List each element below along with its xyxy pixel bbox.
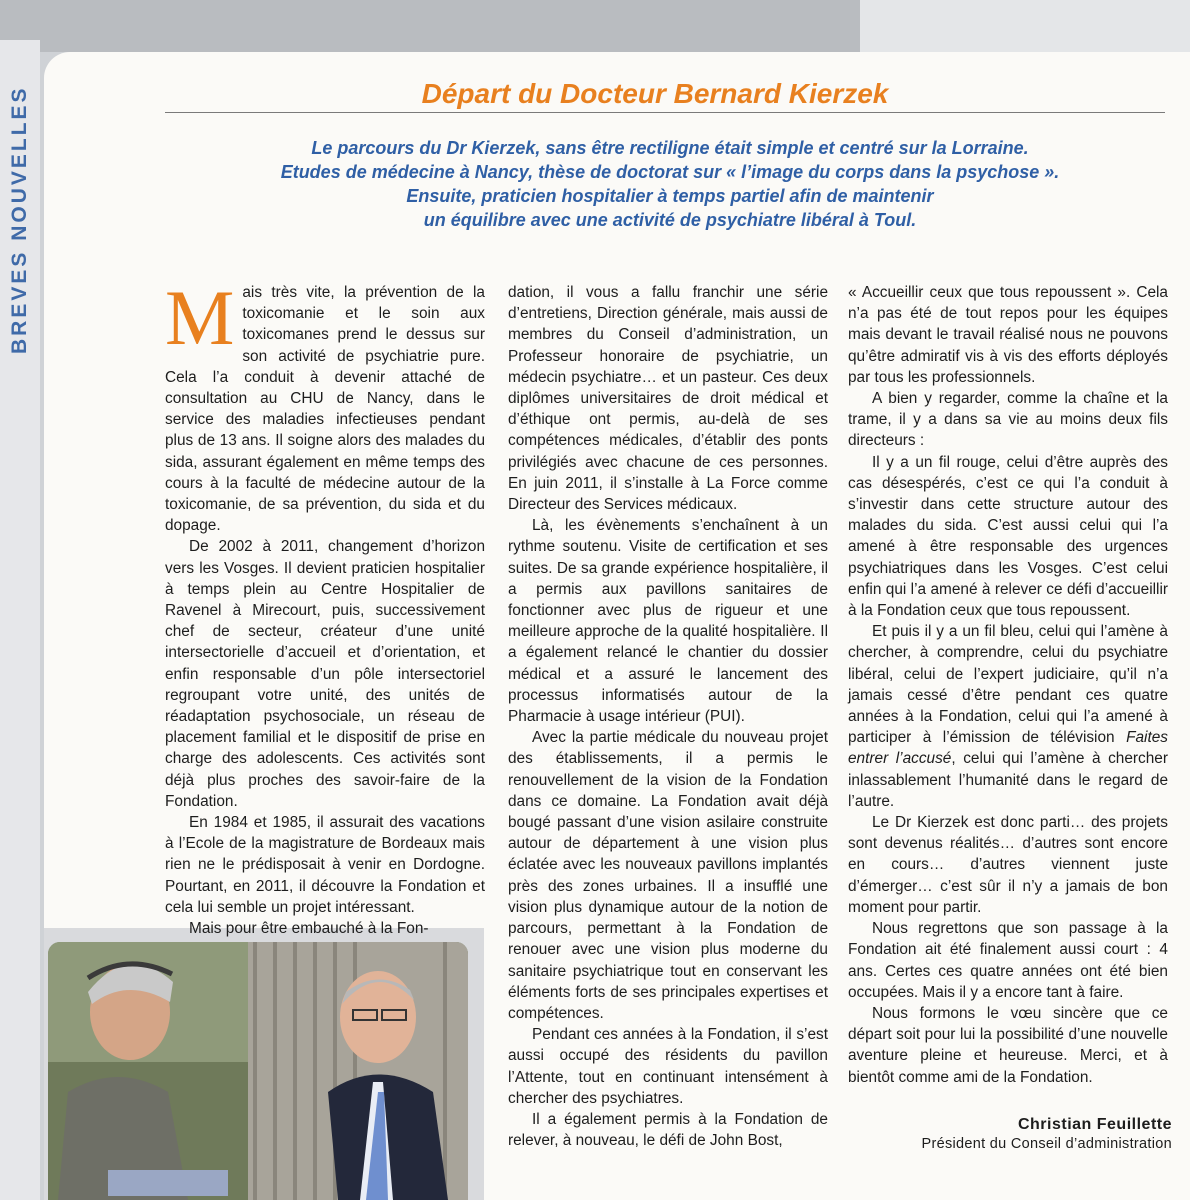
intro-line: Le parcours du Dr Kierzek, sans être rectiligne était simple et centré sur la Lorraine. <box>311 138 1029 158</box>
header-tab-end <box>860 0 1190 52</box>
tv-show-title: Faites entrer l’accusé <box>848 729 1169 768</box>
paragraph-text: ais très vite, la prévention de la toxicomanie et le soin aux toxicomanes prend le dessus sur son activité de psychiatrie pure. Cela l’a conduit à devenir attaché de consultation au CHU de Nancy, dans le service des maladies infectieuses pendant plus de 13 ans. Il soigne alors des malades du sida, assurant également en même temps des cours à la faculté de médecine autour de la toxicomanie, de sa prévention, du sida et du dopage. <box>165 284 485 535</box>
signature-block <box>848 1116 1172 1152</box>
article-intro <box>230 136 1110 232</box>
text-column-2 <box>508 282 828 1151</box>
intro-line: Ensuite, praticien hospitalier à temps partiel afin de maintenir <box>406 186 934 206</box>
paragraph: Il y a un fil rouge, celui d’être auprès des cas désespérés, c’est ce qui l’a conduit à s’investir dans cette structure autour des malades du sida. C’est aussi celui qui l’a amené à être responsable des urgences psychiatriques dans les Vosges. C’est celui enfin qui l’a amené à relever ce défi d’accueillir à la Fondation ceux que tous repoussent. <box>848 453 1168 620</box>
paragraph: Mais pour être embauché à la Fon- <box>189 920 429 938</box>
photo-illustration <box>48 942 468 1200</box>
paragraph: En 1984 et 1985, il assurait des vacations à l’Ecole de la magistrature de Bordeaux mais rien ne le prédisposait à venir en Dordogne. Pourtant, en 2011, il découvre la Fondation et cela lui semble un projet intéressant. <box>165 814 485 916</box>
intro-line: Etudes de médecine à Nancy, thèse de doctorat sur « l’image du corps dans la psychose ». <box>280 162 1060 182</box>
header-tab <box>0 0 900 52</box>
paragraph: « Accueillir ceux que tous repoussent ». Cela n’a pas été de tout repos pour les équipes mais devant le travail réalisé nous ne pouvons qu’être admiratif vis à vis des efforts déployés par tous les professionnels. <box>848 284 1168 386</box>
section-label: BREVES NOUVELLES <box>8 85 31 355</box>
paragraph: A bien y regarder, comme la chaîne et la trame, il y a dans sa vie au moins deux fils directeurs : <box>848 390 1168 450</box>
paragraph-text: , celui qui l’amène à chercher inlassablement l’humanité dans le regard de l’autre. <box>848 750 1168 810</box>
paragraph: Il a également permis à la Fondation de relever, à nouveau, le défi de John Bost, <box>508 1110 828 1150</box>
paragraph <box>165 274 485 536</box>
signature-role: Président du Conseil d’administration <box>921 1136 1172 1152</box>
drop-cap: M <box>165 274 235 361</box>
text-column-3 <box>848 282 1168 1088</box>
signature-name: Christian Feuillette <box>1017 1116 1172 1133</box>
title-rule <box>165 112 1165 113</box>
paragraph: dation, il vous a fallu franchir une série d’entretiens, Direction générale, mais aussi de membres du Conseil d’administration, un Professeur honoraire de psychiatrie, un médecin psychiatre… et un pasteur. Ces deux diplômes universitaires de droit médical et d’éthique ont permis, au-delà de ses compétences médicales, d’établir des ponts privilégiés avec chacune de ces personnes. En juin 2011, il s’installe à La Force comme Directeur des Services médicaux. <box>508 284 828 514</box>
paragraph-text: Et puis il y a un fil bleu, celui qui l’amène à chercher, à comprendre, celui du psychiatre libéral, celui de l’expert judiciaire, qu’il n’a jamais cessé d’être pendant ces quatre années à la Fondation, celui qui l’a amené à participer à l’émission de télévision <box>848 623 1168 747</box>
paragraph: Pendant ces années à la Fondation, il s’est aussi occupé des résidents du pavillon l’Attente, tout en continuant intensément à chercher des psychiatres. <box>508 1026 828 1107</box>
paragraph <box>848 621 1168 812</box>
paragraph: De 2002 à 2011, changement d’horizon vers les Vosges. Il devient praticien hospitalier à temps plein au Centre Hospitalier de Ravenel à Mirecourt, puis, successivement chef de secteur, créateur d’une unité intersectorielle d’accueil et d’orientation, et enfin responsable d’un pôle intersectoriel regroupant votre unité, des unités de réadaptation psychosociale, un réseau de placement familial et le dispositif de prise en charge des adolescents. Ces activités sont déjà plus proches des savoir-faire de la Fondation. <box>165 538 485 810</box>
paragraph: Avec la partie médicale du nouveau projet des établissements, il a permis le renouvellement de la vision de la Fondation dans ce domaine. La Fondation avait déjà bougé passant d’une vision asilaire construite autour de département à une vision plus éclatée avec les nouveaux pavillons implantés près des zones urbaines. Il a insufflé une vision plus dynamique autour de la notion de parcours, permettant à la Fondation de renouer avec une vision plus moderne du sanitaire psychiatrique tout en conservant les éléments forts de ses principales expertises et compétences. <box>508 729 828 1022</box>
paragraph: Le Dr Kierzek est donc parti… des projets sont devenus réalités… d’autres sont encore en cours… d’autres viennent juste d’émerger… c’est sûr il n’y a jamais de bon moment pour partir. <box>848 814 1168 916</box>
article-photo <box>48 942 468 1200</box>
paragraph: Nous regrettons que son passage à la Fondation ait été finalement aussi court : 4 ans. Certes ces quatre années ont été bien occupées. Mais il y a encore tant à faire. <box>848 920 1168 1001</box>
article-title: Départ du Docteur Bernard Kierzek <box>421 78 889 109</box>
text-column-1 <box>165 274 485 939</box>
paragraph: Nous formons le vœu sincère que ce départ soit pour lui la possibilité d’une nouvelle aventure pleine et heureuse. Merci, et à bientôt comme ami de la Fondation. <box>848 1004 1168 1086</box>
paragraph: Là, les évènements s’enchaînent à un rythme soutenu. Visite de certification et ses suites. De sa grande expérience hospitalière, il a permis aux pavillons sanitaires de fonctionner avec plus de rigueur et une meilleure approche de la qualité hospitalière. Il a également relancé le chantier du dossier médical et a assuré le lancement des processus informatisés autour de la Pharmacie à usage intérieur (PUI). <box>508 517 828 726</box>
intro-line: un équilibre avec une activité de psychiatre libéral à Toul. <box>423 210 917 230</box>
